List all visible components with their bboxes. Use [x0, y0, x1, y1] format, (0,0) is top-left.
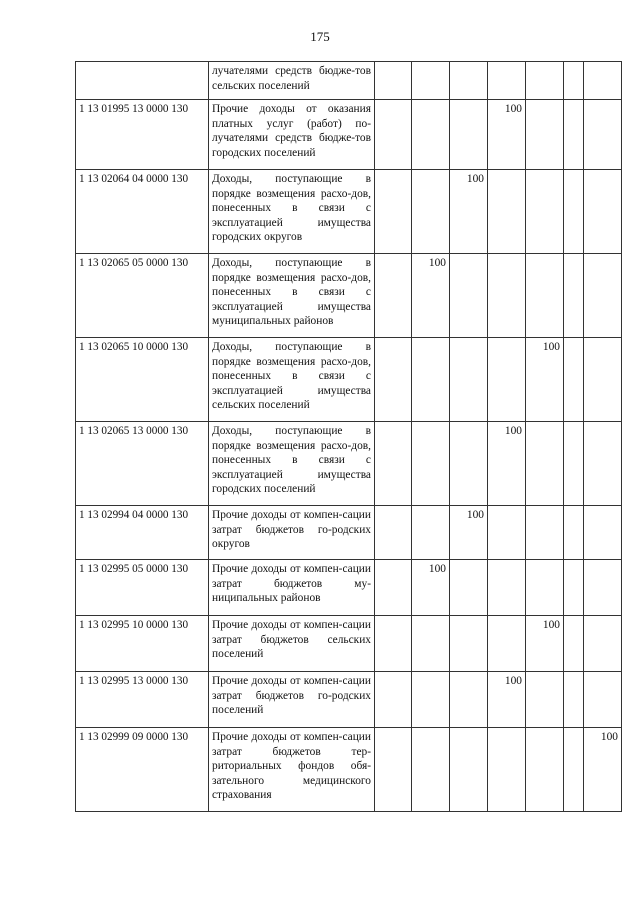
- income-description-cell: Прочие доходы от оказания платных услуг (работ) по-лучателями средств бюдже-тов городских поселений: [209, 100, 375, 170]
- distribution-value-cell: [584, 422, 622, 506]
- distribution-value-cell: [375, 422, 412, 506]
- budget-table: [75, 61, 622, 812]
- distribution-value-cell: [584, 616, 622, 672]
- distribution-value-cell: [526, 560, 564, 616]
- distribution-value-cell: [450, 728, 488, 812]
- distribution-value-cell: [412, 728, 450, 812]
- distribution-value-cell: [584, 254, 622, 338]
- distribution-value-cell: [488, 616, 526, 672]
- distribution-value-cell: [488, 170, 526, 254]
- distribution-value-cell: [584, 62, 622, 100]
- distribution-value-cell: [564, 672, 584, 728]
- distribution-value-cell: [564, 506, 584, 560]
- income-description-cell: Доходы, поступающие в порядке возмещения расхо-дов, понесенных в связи с эксплуатацией имущества городских поселений: [209, 422, 375, 506]
- income-description-cell: Доходы, поступающие в порядке возмещения расхо-дов, понесенных в связи с эксплуатацией имущества сельских поселений: [209, 338, 375, 422]
- page-number: 175: [310, 29, 330, 44]
- distribution-value-cell: 100: [488, 100, 526, 170]
- budget-code-cell: 1 13 02995 05 0000 130: [76, 560, 209, 616]
- budget-code-cell: 1 13 02064 04 0000 130: [76, 170, 209, 254]
- distribution-value-cell: [375, 616, 412, 672]
- budget-code-cell: 1 13 02065 10 0000 130: [76, 338, 209, 422]
- distribution-value-cell: 100: [412, 560, 450, 616]
- distribution-value-cell: [450, 62, 488, 100]
- budget-code-cell: 1 13 02994 04 0000 130: [76, 506, 209, 560]
- table-row: [76, 62, 622, 100]
- budget-code-cell: 1 13 02995 13 0000 130: [76, 672, 209, 728]
- distribution-value-cell: 100: [584, 728, 622, 812]
- distribution-value-cell: 100: [488, 672, 526, 728]
- income-description-cell: Прочие доходы от компен-сации затрат бюджетов тер-риториальных фондов обя-зательного медицинского страхования: [209, 728, 375, 812]
- distribution-value-cell: [584, 672, 622, 728]
- distribution-value-cell: [564, 616, 584, 672]
- distribution-value-cell: 100: [526, 338, 564, 422]
- distribution-value-cell: [564, 560, 584, 616]
- distribution-value-cell: [375, 338, 412, 422]
- distribution-value-cell: [564, 100, 584, 170]
- table-row: [76, 170, 622, 254]
- budget-code-cell: 1 13 02999 09 0000 130: [76, 728, 209, 812]
- distribution-value-cell: [488, 506, 526, 560]
- distribution-value-cell: [526, 672, 564, 728]
- distribution-value-cell: [450, 100, 488, 170]
- distribution-value-cell: [375, 560, 412, 616]
- distribution-value-cell: [564, 62, 584, 100]
- distribution-value-cell: [412, 506, 450, 560]
- income-description-cell: Доходы, поступающие в порядке возмещения расхо-дов, понесенных в связи с эксплуатацией имущества городских округов: [209, 170, 375, 254]
- income-description-cell: Прочие доходы от компен-сации затрат бюджетов го-родских округов: [209, 506, 375, 560]
- distribution-value-cell: [450, 254, 488, 338]
- distribution-value-cell: [584, 560, 622, 616]
- income-description-cell: Прочие доходы от компен-сации затрат бюджетов сельских поселений: [209, 616, 375, 672]
- distribution-value-cell: [412, 62, 450, 100]
- distribution-value-cell: [584, 506, 622, 560]
- table-row: [76, 338, 622, 422]
- distribution-value-cell: [412, 338, 450, 422]
- distribution-value-cell: [412, 672, 450, 728]
- distribution-value-cell: [450, 672, 488, 728]
- distribution-value-cell: [488, 338, 526, 422]
- distribution-value-cell: 100: [450, 170, 488, 254]
- distribution-value-cell: [450, 560, 488, 616]
- table-row: [76, 560, 622, 616]
- distribution-value-cell: [526, 728, 564, 812]
- distribution-value-cell: [584, 170, 622, 254]
- distribution-value-cell: [375, 254, 412, 338]
- distribution-value-cell: [526, 254, 564, 338]
- budget-code-cell: 1 13 02065 13 0000 130: [76, 422, 209, 506]
- income-description-cell: Прочие доходы от компен-сации затрат бюджетов му-ниципальных районов: [209, 560, 375, 616]
- distribution-value-cell: [375, 672, 412, 728]
- table-row: [76, 616, 622, 672]
- table-row: [76, 728, 622, 812]
- budget-code-cell: [76, 62, 209, 100]
- distribution-value-cell: [564, 254, 584, 338]
- distribution-value-cell: [564, 728, 584, 812]
- distribution-value-cell: [412, 616, 450, 672]
- table-row: [76, 506, 622, 560]
- distribution-value-cell: 100: [412, 254, 450, 338]
- distribution-value-cell: [412, 170, 450, 254]
- distribution-value-cell: [375, 170, 412, 254]
- distribution-value-cell: [488, 62, 526, 100]
- distribution-value-cell: [526, 62, 564, 100]
- distribution-value-cell: [584, 100, 622, 170]
- distribution-value-cell: [375, 506, 412, 560]
- distribution-value-cell: [584, 338, 622, 422]
- budget-code-cell: 1 13 02995 10 0000 130: [76, 616, 209, 672]
- distribution-value-cell: 100: [488, 422, 526, 506]
- distribution-value-cell: [564, 338, 584, 422]
- distribution-value-cell: [450, 338, 488, 422]
- distribution-value-cell: [488, 254, 526, 338]
- income-description-cell: Прочие доходы от компен-сации затрат бюджетов го-родских поселений: [209, 672, 375, 728]
- distribution-value-cell: [526, 506, 564, 560]
- distribution-value-cell: [488, 560, 526, 616]
- income-description-cell: лучателями средств бюдже-тов сельских поселений: [209, 62, 375, 100]
- table-row: [76, 672, 622, 728]
- distribution-value-cell: [488, 728, 526, 812]
- distribution-value-cell: [526, 422, 564, 506]
- distribution-value-cell: [450, 616, 488, 672]
- distribution-value-cell: [564, 422, 584, 506]
- distribution-value-cell: [450, 422, 488, 506]
- distribution-value-cell: [375, 62, 412, 100]
- distribution-value-cell: [375, 100, 412, 170]
- distribution-value-cell: [375, 728, 412, 812]
- distribution-value-cell: [526, 100, 564, 170]
- table-row: [76, 100, 622, 170]
- table-row: [76, 422, 622, 506]
- distribution-value-cell: [412, 100, 450, 170]
- distribution-value-cell: [564, 170, 584, 254]
- table-body: [76, 62, 622, 812]
- distribution-value-cell: 100: [526, 616, 564, 672]
- budget-code-cell: 1 13 01995 13 0000 130: [76, 100, 209, 170]
- distribution-value-cell: [526, 170, 564, 254]
- distribution-value-cell: 100: [450, 506, 488, 560]
- distribution-value-cell: [412, 422, 450, 506]
- table-row: [76, 254, 622, 338]
- budget-code-cell: 1 13 02065 05 0000 130: [76, 254, 209, 338]
- income-description-cell: Доходы, поступающие в порядке возмещения расхо-дов, понесенных в связи с эксплуатацией имущества муниципальных районов: [209, 254, 375, 338]
